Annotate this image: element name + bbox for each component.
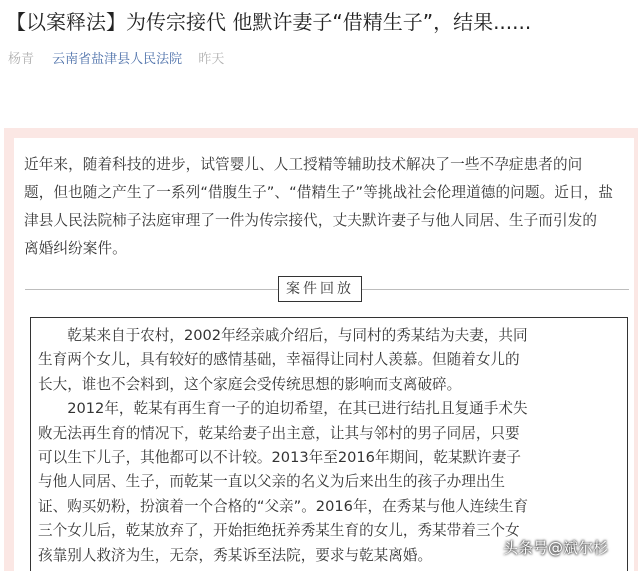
intro-line: 津县人民法院柿子法庭审理了一件为传宗接代，丈夫默许妻子与他人同居、生子而引发的: [24, 212, 598, 229]
case-story-text: [38, 324, 634, 568]
source-link[interactable]: 云南省盐津县人民法院: [52, 52, 183, 67]
article-meta: [8, 51, 224, 69]
intro-line: 题，但也随之产生了一系列“借腹生子”、“借精生子”等挑战社会伦理道德的问题。近日，盐: [24, 184, 614, 201]
story-line: 可以生下儿子，其他都可以不计较。2013年至2016年期间，乾某默许妻子: [38, 449, 521, 467]
story-line: 孩靠别人救济为生，无奈，秀某诉至法院，要求与乾某离婚。: [38, 546, 433, 564]
story-line: 乾某来自于农村，2002年经亲戚介绍后，与同村的秀某结为夫妻，共同: [38, 327, 528, 344]
story-line: 败无法再生育的情况下，乾某给妻子出主意，让其与邻村的男子同居，只要: [38, 424, 520, 442]
intro-line: 离婚纠纷案件。: [24, 240, 127, 257]
story-line: 与他人同居、生子，而乾某一直以父亲的名义为后来出生的孩子办理出生: [38, 473, 506, 491]
intro-paragraph: [24, 151, 628, 263]
intro-line: 近年来，随着科技的进步，试管婴儿、人工授精等辅助技术解决了一些不孕症患者的问: [24, 156, 583, 173]
watermark-text: 头条号@斌尔杉: [503, 539, 609, 557]
story-line: 三个女儿后，乾某放弃了，开始拒绝抚养秀某生育的女儿，秀某带着三个女: [38, 522, 520, 540]
section-heading: 案件回放: [278, 276, 362, 302]
story-line: 2012年，乾某有再生育一子的迫切希望，在其已进行结扎且复通手术失: [38, 400, 528, 418]
story-line: 生育两个女儿，具有较好的感情基础，幸福得让同村人羡慕。但随着女儿的: [38, 351, 520, 369]
article-title: 【以案释法】为传宗接代 他默许妻子“借精生子”，结果......: [6, 10, 532, 34]
story-line: 长大，谁也不会料到，这个家庭会受传统思想的影响而支离破碎。: [38, 375, 462, 393]
story-line: 证、购买奶粉，扮演着一个合格的“父亲”。2016年，在秀某与他人连续生育: [38, 497, 529, 515]
author-name: 杨青: [8, 52, 35, 67]
publish-time: 昨天: [198, 52, 225, 67]
